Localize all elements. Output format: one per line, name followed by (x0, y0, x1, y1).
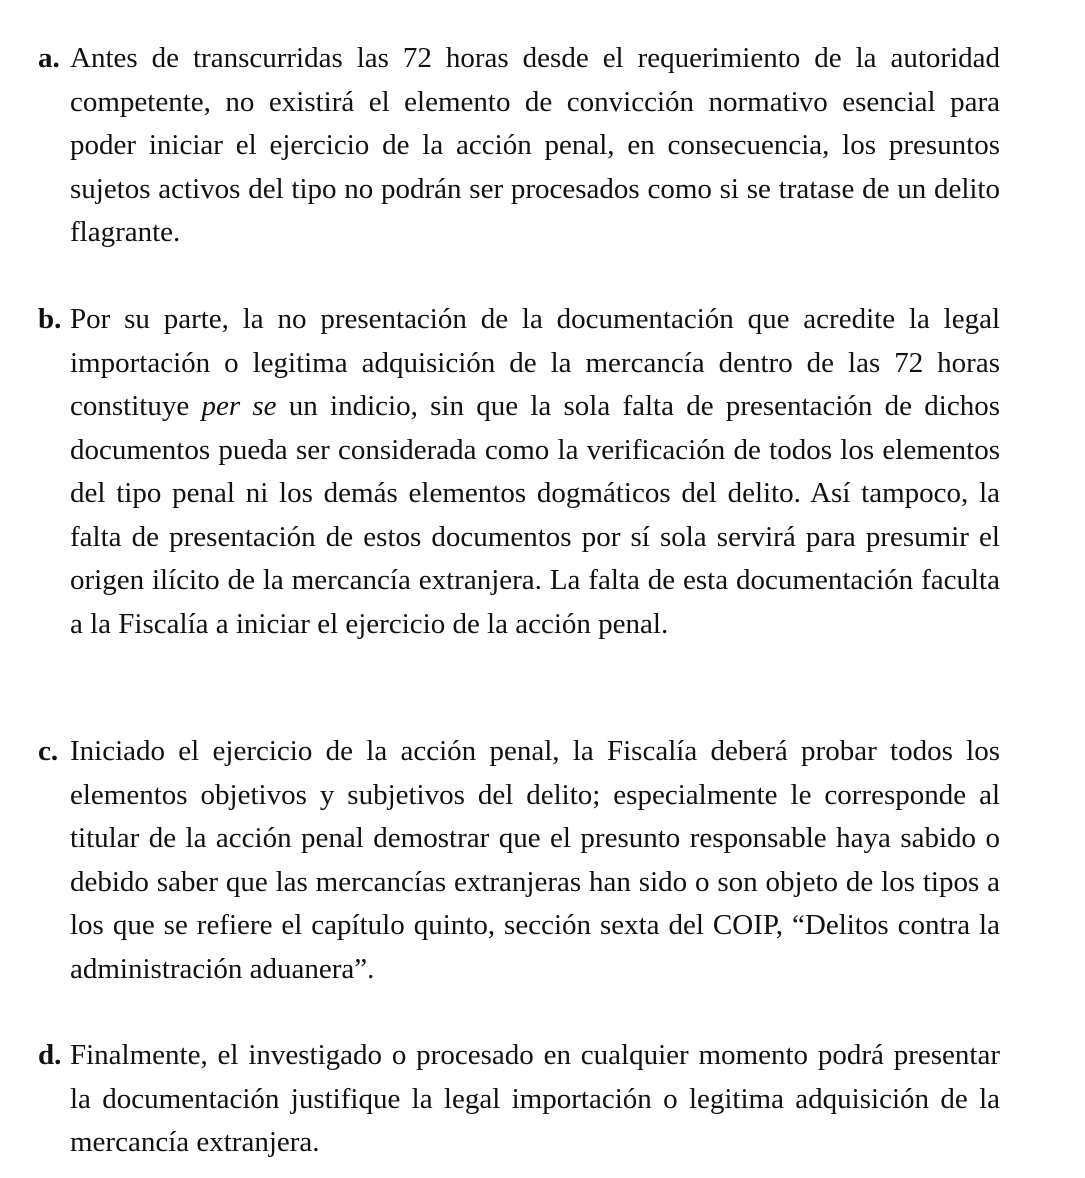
italic-phrase: per se (201, 390, 277, 422)
list-item-a (38, 37, 1000, 255)
list-item-b (38, 298, 1000, 646)
list-item-c (38, 730, 1000, 991)
list-item-text: Iniciado el ejercicio de la acción penal, la Fiscalía deberá probar todos los elementos objetivos y subjetivos del delito; especialmente le corresponde al titular de la acción penal demostrar que el presunto responsable haya sabido o debido saber que las mercancías extranjeras han sido o son objeto de los tipos a los que se refiere el capítulo quinto, sección sexta del COIP, “Delitos contra la administración aduanera”. (70, 735, 1000, 985)
list-item-text: Finalmente, el investigado o procesado en cualquier momento podrá presentar la documentación justifique la legal importación o legitima adquisición de la mercancía extranjera. (70, 1039, 1000, 1158)
list-marker: c. (38, 735, 59, 767)
list-marker: b. (38, 303, 62, 335)
list-item-text: Por su parte, la no presentación de la documentación que acredite la legal importación o legitima adquisición de la mercancía dentro de las 72 horas constituye per se un indicio, sin que la sola falta de presentación de dichos documentos pueda ser considerada como la verificación de todos los elementos del tipo penal ni los demás elementos dogmáticos del delito. Así tampoco, la falta de presentación de estos documentos por sí sola servirá para presumir el origen ilícito de la mercancía extranjera. La falta de esta documentación faculta a la Fiscalía a iniciar el ejercicio de la acción penal. (70, 303, 1001, 640)
list-item-text: Antes de transcurridas las 72 horas desde el requerimiento de la autoridad competente, no existirá el elemento de convicción normativo esencial para poder iniciar el ejercicio de la acción penal, en consecuencia, los presuntos sujetos activos del tipo no podrán ser procesados como si se tratase de un delito flagrante. (70, 42, 1000, 248)
list-marker: a. (38, 42, 60, 74)
list-item-d (38, 1034, 1000, 1165)
list-marker: d. (38, 1039, 62, 1071)
